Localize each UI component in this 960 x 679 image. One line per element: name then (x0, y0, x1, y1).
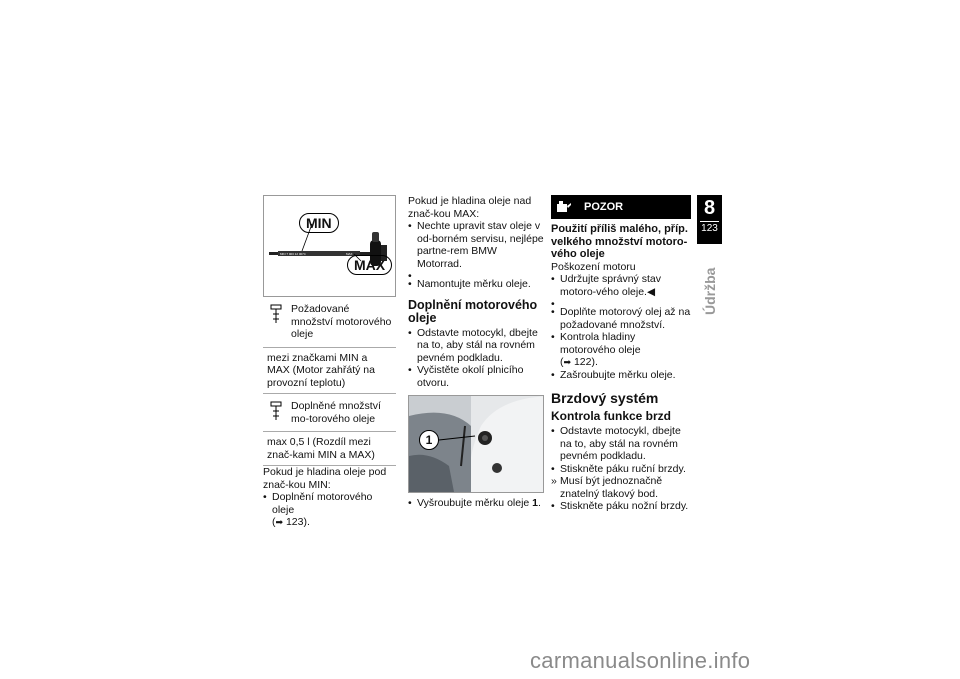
page-ref-arrow-icon: ➡ (563, 357, 572, 367)
section-heading: Doplnění motorového oleje (408, 297, 538, 325)
bullet-list (551, 425, 691, 513)
column-3 (551, 195, 691, 513)
list-item: • Doplňte motorový olej až na požadované množství. (551, 306, 691, 331)
list-item: • Odstavte motocykl, dbejte na to, aby stál na rovném pevném podkladu. (408, 327, 544, 365)
dipstick-figure (263, 195, 396, 297)
watermark: carmanualsonline.info (530, 648, 751, 673)
list-item: • Namontujte měrku oleje. (408, 278, 544, 291)
warning-title: Použití příliš malého, příp. velkého množství motoro-vého oleje (551, 223, 688, 260)
list-item: • Vyšroubujte měrku oleje 1. (408, 497, 544, 510)
warning-banner (551, 195, 691, 219)
list-item: • Udržujte správný stav motoro-vého oleje.◀ (551, 273, 691, 298)
spec-required-oil (263, 297, 396, 466)
column-2 (408, 195, 544, 510)
filler-photo (408, 395, 544, 493)
list-item: • Nechte upravit stav oleje v od-borném servisu, nejlépe partne-rem BMW Motorrad. (408, 220, 544, 270)
warning-body: Poškození motoru (551, 260, 636, 273)
list-item: • Kontrola hladiny motorového oleje (➡ 122). (551, 331, 691, 369)
oil-can-warning-icon (556, 200, 572, 214)
end-mark-icon: ◀ (646, 285, 656, 298)
column-1 (263, 195, 396, 529)
callout-ref: 1 (532, 497, 539, 509)
svg-text:MIN 7 903 12 0074: MIN 7 903 12 0074 (280, 252, 306, 256)
bullet-list (408, 220, 544, 291)
page-number: 123 (701, 223, 718, 234)
list-item: • Doplnění motorového oleje (➡ 123). (263, 491, 396, 529)
page-ref-arrow-icon: ➡ (275, 517, 284, 527)
oil-fill-icon (267, 400, 285, 422)
bullet-list (551, 273, 691, 381)
list-item: • Stiskněte páku nožní brzdy. (551, 500, 691, 513)
chapter-tab (697, 195, 722, 244)
bullet-list (408, 497, 544, 510)
spec-value: max 0,5 l (Rozdíl mezi znač-kami MIN a MAX) (263, 431, 396, 465)
spec-value: mezi značkami MIN a MAX (Motor zahřátý na provozní teplotu) (263, 347, 396, 394)
spec-heading: Požadované množství motorového oleje (291, 303, 392, 340)
min-label: MIN (299, 213, 339, 233)
page-ref[interactable]: 122). (573, 356, 598, 368)
paragraph: Pokud je hladina oleje nad znač-kou MAX: (408, 195, 532, 220)
list-item-text: Doplnění motorového oleje (272, 491, 373, 516)
max-label: MAX (347, 255, 392, 275)
chapter-number: 8 (703, 197, 716, 219)
list-item: • Stiskněte páku ruční brzdy. (551, 463, 691, 476)
svg-text:MAX: MAX (346, 252, 353, 256)
warning-label: POZOR (584, 200, 624, 213)
section-heading: Brzdový systém (551, 390, 659, 406)
page-ref[interactable]: 123). (285, 516, 310, 528)
result-item: » Musí být jednoznačně znatelný tlakový bod. (551, 475, 691, 500)
dipstick-illustration (264, 196, 396, 296)
bullet-list (408, 327, 544, 390)
list-item: • Odstavte motocykl, dbejte na to, aby stál na rovném pevném podkladu. (551, 425, 691, 463)
list-item: • Vyčistěte okolí plnicího otvoru. (408, 364, 544, 389)
chapter-label: Údržba (702, 267, 718, 315)
oil-level-icon (267, 303, 285, 325)
photo-callout: 1 (419, 430, 439, 450)
subsection-heading: Kontrola funkce brzd (551, 409, 672, 423)
spec-heading: Doplněné množství mo-torového oleje (291, 400, 381, 425)
list-item: • Zašroubujte měrku oleje. (551, 369, 691, 382)
paragraph: Pokud je hladina oleje pod znač-kou MIN: (263, 466, 387, 491)
bullet-list (263, 491, 396, 529)
